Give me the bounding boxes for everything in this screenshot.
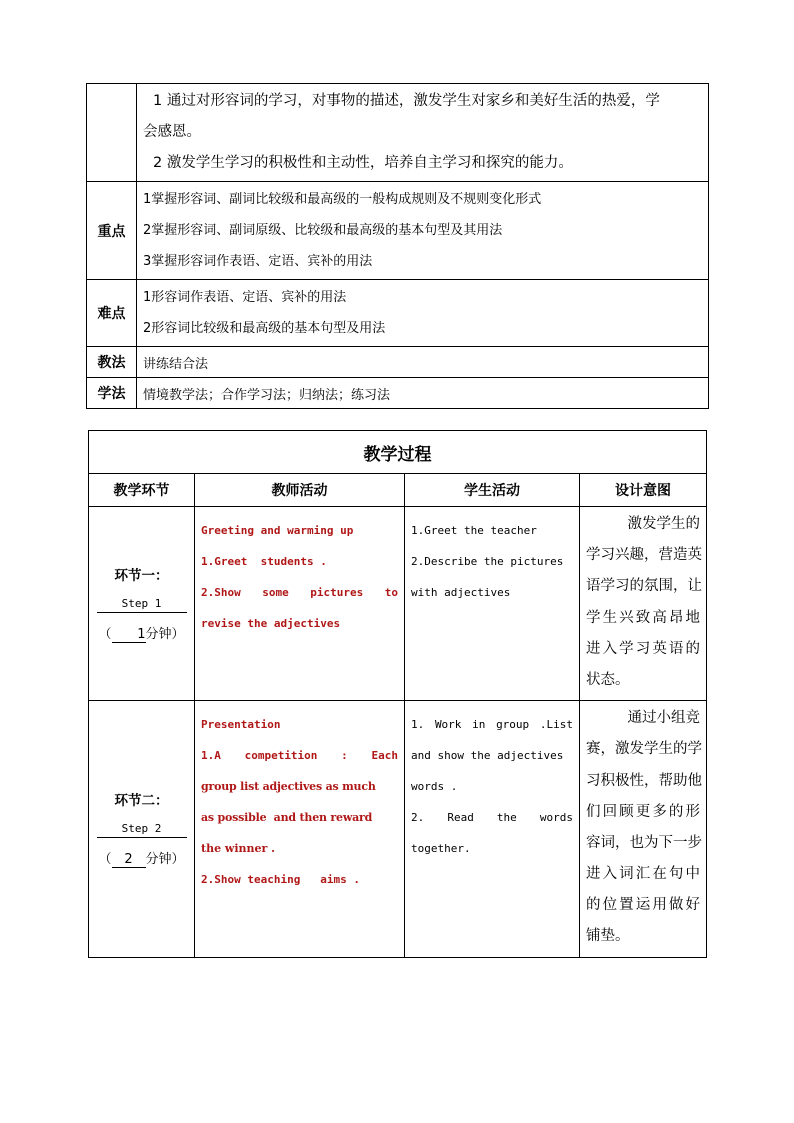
minutes-value: 1	[112, 627, 146, 643]
design-intent-cell	[580, 701, 707, 958]
learning-method-label: 学法	[87, 378, 137, 409]
difficulty-item: 1形容词作表语、定语、宾补的用法	[143, 290, 347, 305]
design-line: 铺垫。	[586, 928, 630, 945]
student-line	[411, 709, 573, 740]
teacher-line: Presentation	[201, 718, 281, 732]
word: pictures	[310, 586, 364, 599]
design-line: 赛，激发学生的学	[586, 741, 702, 758]
design-line: 状态。	[586, 671, 630, 688]
teacher-activity-cell	[195, 701, 405, 958]
student-line: with adjectives	[411, 586, 511, 599]
key-point-item: 2掌握形容词、副词原级、比较级和最高级的基本句型及其用法	[143, 223, 503, 238]
word: group	[496, 718, 530, 732]
teacher-line: 1.Greet students .	[201, 555, 327, 568]
difficulty-item: 2形容词比较级和最高级的基本句型及用法	[143, 321, 386, 336]
word: the	[496, 811, 517, 825]
student-activity-cell	[405, 507, 580, 701]
key-points-label: 重点	[87, 182, 137, 280]
word: Each	[371, 749, 398, 763]
learning-method-value: 情境教学法；合作学习法；归纳法；练习法	[137, 378, 709, 409]
goal-line: 1 通过对形容词的学习，对事物的描述，激发学生对家乡和美好生活的热爱，学	[153, 93, 660, 109]
teaching-method-label: 教法	[87, 347, 137, 378]
minutes-prefix: （	[98, 627, 112, 643]
word: some	[262, 586, 289, 599]
teacher-line: as possible and then reward	[201, 811, 373, 825]
difficulties-cell	[137, 280, 709, 347]
design-intent-cell	[580, 507, 707, 701]
teacher-line: Greeting and warming up	[201, 524, 354, 537]
process-table	[88, 430, 707, 958]
design-line: 进入学习英语的	[586, 640, 700, 657]
design-line: 的位置运用做好	[586, 897, 700, 914]
header-student: 学生活动	[405, 474, 580, 507]
student-line: words .	[411, 780, 458, 794]
design-line: 容词，也为下一步	[586, 834, 702, 851]
teacher-line	[201, 577, 398, 608]
design-line: 学习兴趣，营造英	[586, 547, 702, 564]
word: to	[384, 586, 398, 599]
word: Work	[434, 718, 462, 732]
header-teacher: 教师活动	[195, 474, 405, 507]
teacher-line: 2.Show teaching aims .	[201, 873, 360, 887]
key-points-cell	[137, 182, 709, 280]
goal-line: 会感恩。	[143, 124, 201, 140]
design-line: 习积极性，帮助他	[586, 772, 702, 789]
design-line: 语学习的氛围，让	[586, 578, 702, 595]
student-line: 2.Describe the pictures	[411, 555, 564, 568]
word: 1.	[411, 718, 425, 732]
minutes-value: 2	[112, 852, 146, 868]
step-label: Step 2	[97, 821, 187, 838]
design-line: 们回顾更多的形	[586, 803, 700, 820]
design-line: 学生兴致高昂地	[586, 609, 700, 626]
teaching-method-value: 讲练结合法	[137, 347, 709, 378]
key-point-item: 3掌握形容词作表语、定语、宾补的用法	[143, 254, 373, 269]
teacher-line	[201, 740, 398, 771]
student-line	[411, 802, 573, 833]
process-row	[89, 507, 707, 701]
step-minutes	[89, 848, 194, 868]
step-label: Step 1	[97, 596, 187, 613]
word: Read	[447, 811, 474, 825]
teacher-activity-cell	[195, 507, 405, 701]
teacher-line: group list adjectives as much	[201, 780, 376, 794]
student-activity-cell	[405, 701, 580, 958]
goal-line: 2 激发学生学习的积极性和主动性，培养自主学习和探究的能力。	[153, 155, 573, 171]
word: .List	[539, 718, 573, 732]
goals-cell	[137, 84, 709, 182]
step-minutes	[89, 623, 194, 643]
word: competition	[244, 749, 318, 763]
minutes-suffix: 分钟）	[145, 627, 185, 643]
student-line: 1.Greet the teacher	[411, 524, 537, 537]
key-point-item: 1掌握形容词、副词比较级和最高级的一般构成规则及不规则变化形式	[143, 192, 542, 207]
step-cell	[89, 701, 195, 958]
design-line: 进入词汇在句中	[586, 866, 700, 883]
word: in	[472, 718, 486, 732]
step-name: 环节一：	[114, 568, 169, 585]
objectives-table	[86, 83, 709, 409]
minutes-suffix: 分钟）	[145, 852, 185, 868]
process-row	[89, 701, 707, 958]
student-line: and show the adjectives	[411, 749, 564, 763]
process-title: 教学过程	[89, 431, 707, 474]
goals-label-cell	[87, 84, 137, 182]
word: 2.Show	[201, 586, 241, 599]
header-step: 教学环节	[89, 474, 195, 507]
difficulties-label: 难点	[87, 280, 137, 347]
student-line: together.	[411, 842, 471, 856]
teacher-line: the winner .	[201, 842, 276, 856]
word: 2.	[411, 811, 425, 825]
header-design: 设计意图	[580, 474, 707, 507]
word: 1.A	[201, 749, 221, 763]
word: words	[539, 811, 573, 825]
teacher-line: revise the adjectives	[201, 617, 341, 630]
word: :	[341, 749, 348, 763]
step-cell	[89, 507, 195, 701]
step-name: 环节二：	[114, 793, 169, 810]
minutes-prefix: （	[98, 852, 112, 868]
design-line: 通过小组竞	[627, 710, 700, 727]
design-line: 激发学生的	[627, 516, 700, 532]
